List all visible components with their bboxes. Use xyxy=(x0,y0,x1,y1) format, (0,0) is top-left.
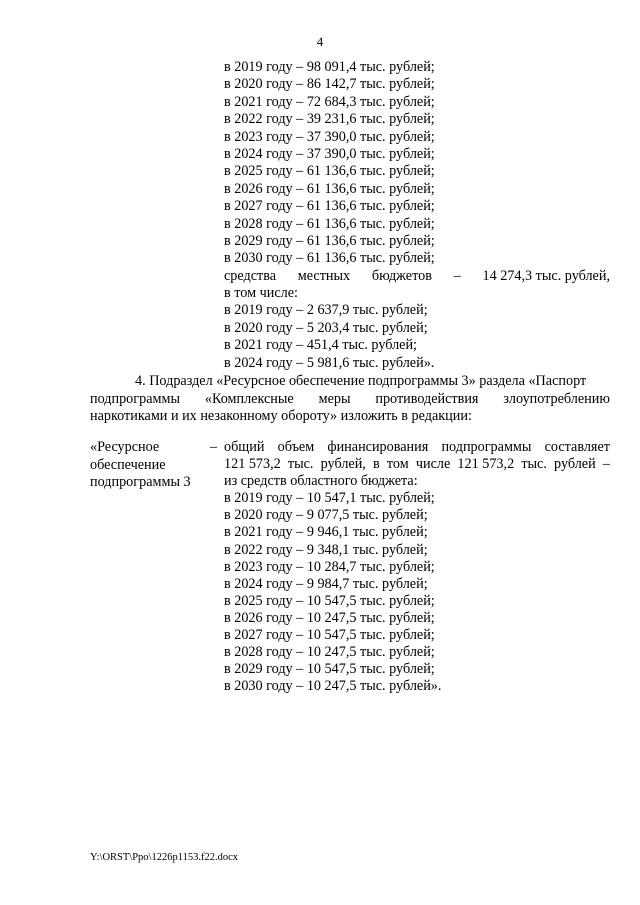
intro-word: общий xyxy=(224,439,265,455)
resource-year-line: в 2022 году – 9 348,1 тыс. рублей; xyxy=(224,541,428,558)
intro-word: составляет xyxy=(544,439,610,455)
resource-year-line: в 2028 году – 10 247,5 тыс. рублей; xyxy=(224,644,435,661)
intro-word: в xyxy=(373,456,380,473)
resource-year-line: в 2020 году – 9 077,5 тыс. рублей; xyxy=(224,507,428,524)
local-budget-word: бюджетов xyxy=(371,267,432,284)
resource-intro-line-3: из средств областного бюджета: xyxy=(224,473,418,490)
funding-by-year-block xyxy=(224,59,614,372)
file-path-footer: Y:\ORST\Ppo\1226p1153.f22.docx xyxy=(90,852,238,863)
paragraph-4 xyxy=(90,373,610,426)
intro-word: подпрограммы xyxy=(441,439,532,455)
resource-year-line: в 2019 году – 10 547,1 тыс. рублей; xyxy=(224,490,435,507)
resource-label xyxy=(90,439,210,492)
paragraph-word: злоупотреблению xyxy=(503,390,610,407)
year-line: в 2021 году – 72 684,3 тыс. рублей; xyxy=(224,93,435,110)
intro-word: том xyxy=(386,456,409,473)
year-line: в 2020 году – 86 142,7 тыс. рублей; xyxy=(224,76,435,93)
year-line: в 2028 году – 61 136,6 тыс. рублей; xyxy=(224,215,435,232)
local-year-line: в 2021 году – 451,4 тыс. рублей; xyxy=(224,337,417,354)
paragraph-word: подпрограммы xyxy=(90,390,180,407)
resource-year-line: в 2029 году – 10 547,5 тыс. рублей; xyxy=(224,661,435,678)
year-line: в 2022 году – 39 231,6 тыс. рублей; xyxy=(224,111,435,128)
year-line: в 2019 году – 98 091,4 тыс. рублей; xyxy=(224,59,435,75)
paragraph-word: противодействия xyxy=(375,390,479,407)
in-that-number: в том числе: xyxy=(224,285,298,302)
year-line: в 2030 году – 61 136,6 тыс. рублей; xyxy=(224,250,435,267)
resource-year-line: в 2021 году – 9 946,1 тыс. рублей; xyxy=(224,524,428,541)
resource-year-line: в 2024 году – 9 984,7 тыс. рублей; xyxy=(224,575,428,592)
paragraph-4-line-3: наркотиками и их незаконному обороту» изложить в редакции: xyxy=(90,408,472,425)
year-line: в 2029 году – 61 136,6 тыс. рублей; xyxy=(224,232,435,249)
local-budget-line xyxy=(224,268,610,285)
year-line: в 2024 году – 37 390,0 тыс. рублей; xyxy=(224,145,435,162)
intro-word: рублей, xyxy=(320,456,366,473)
resource-intro-line-2 xyxy=(224,456,610,473)
intro-word: числе xyxy=(415,456,451,473)
resource-year-line: в 2025 году – 10 547,5 тыс. рублей; xyxy=(224,592,435,609)
separator-dash: – xyxy=(210,439,218,455)
paragraph-4-line-2 xyxy=(90,391,610,409)
local-year-line: в 2020 году – 5 203,4 тыс. рублей; xyxy=(224,319,428,336)
paragraph-4-line-1: 4. Подраздел «Ресурсное обеспечение подпрограммы 3» раздела «Паспорт xyxy=(135,373,587,389)
intro-word: объем xyxy=(277,439,315,455)
local-budget-word: местных xyxy=(297,267,351,284)
resource-label-line: обеспечение xyxy=(90,456,166,473)
resource-year-line: в 2023 году – 10 284,7 тыс. рублей; xyxy=(224,558,435,575)
year-line: в 2025 году – 61 136,6 тыс. рублей; xyxy=(224,163,435,180)
resource-label-line: подпрограммы 3 xyxy=(90,474,191,491)
local-budget-word: средства xyxy=(224,267,277,284)
resource-year-line: в 2027 году – 10 547,5 тыс. рублей; xyxy=(224,627,435,644)
local-year-line: в 2024 году – 5 981,6 тыс. рублей». xyxy=(224,354,435,371)
intro-word: рублей xyxy=(554,456,596,473)
year-line: в 2026 году – 61 136,6 тыс. рублей; xyxy=(224,180,435,197)
local-year-line: в 2019 году – 2 637,9 тыс. рублей; xyxy=(224,302,428,319)
page-number: 4 xyxy=(316,34,324,49)
resource-label-line: «Ресурсное xyxy=(90,439,160,455)
intro-word: финансирования xyxy=(327,439,429,455)
intro-word: – xyxy=(602,456,610,473)
intro-word: 121 573,2 xyxy=(457,456,515,473)
resource-intro-line-1 xyxy=(224,439,610,456)
resource-content xyxy=(224,439,610,695)
resource-year-line: в 2026 году – 10 247,5 тыс. рублей; xyxy=(224,609,435,626)
year-line: в 2027 году – 61 136,6 тыс. рублей; xyxy=(224,198,435,215)
intro-word: тыс. xyxy=(287,456,314,473)
intro-word: тыс. xyxy=(521,456,547,473)
local-budget-word: 14 274,3 тыс. рублей, xyxy=(482,267,610,284)
paragraph-word: «Комплексные xyxy=(204,390,294,407)
intro-word: 121 573,2 xyxy=(224,456,281,473)
resource-year-line: в 2030 году – 10 247,5 тыс. рублей». xyxy=(224,678,442,695)
paragraph-word: меры xyxy=(318,390,351,407)
local-budget-word: – xyxy=(453,267,461,284)
year-line: в 2023 году – 37 390,0 тыс. рублей; xyxy=(224,128,435,145)
